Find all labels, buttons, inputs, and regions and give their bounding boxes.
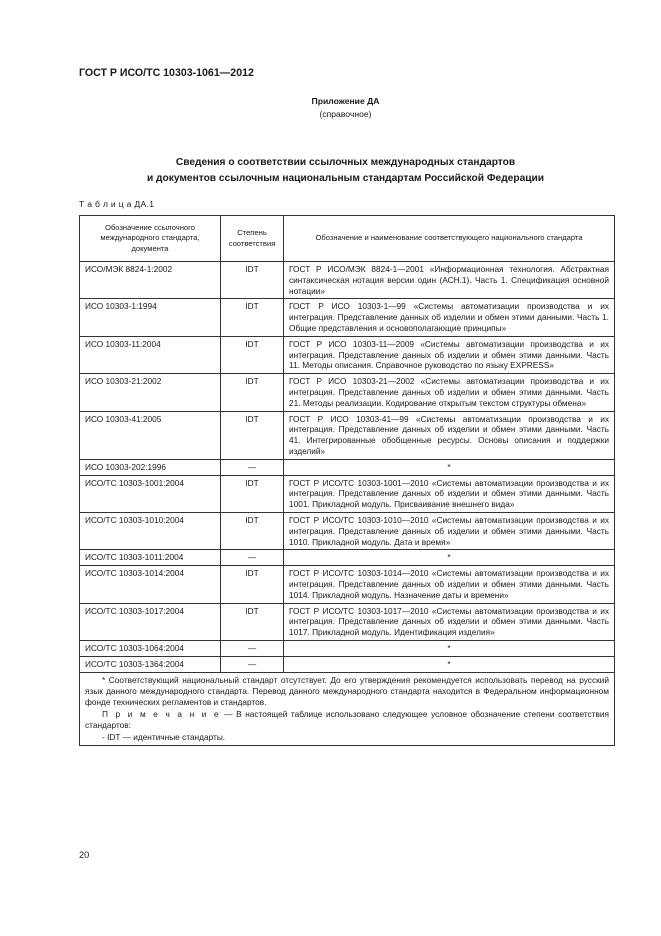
cell-national-standard: ГОСТ Р ИСО/ТС 10303-1001—2010 «Системы автоматизации производства и их интеграция. Представление данных об изделии и обмен этими данными. Часть 1001. Прикладной модуль. Присваивание внешнего вида»: [284, 475, 615, 512]
page-number: 20: [79, 850, 90, 860]
annex-title: Приложение ДА: [311, 96, 380, 106]
table-row: [80, 299, 615, 336]
annex-subtitle: (справочное): [319, 109, 372, 119]
table-row: [80, 374, 615, 411]
cell-reference: ИСО/ТС 10303-1014:2004: [80, 566, 221, 603]
cell-national-standard: ГОСТ Р ИСО 10303-21—2002 «Системы автоматизации производства и их интеграция. Представление данных об изделии и обмен этими данными. Часть 21. Методы реализации. Кодирование открытым текстом структуры обмена»: [284, 374, 615, 411]
page-header: ГОСТ Р ИСО/ТС 10303-1061—2012: [79, 67, 254, 79]
cell-national-standard: ГОСТ Р ИСО 10303-41—99 «Системы автоматизации производства и их интеграция. Представление данных об изделии и обмен этими данными. Часть 41. Интегрированные обобщенные ресурсы. Основы описания и поддержки изделий»: [284, 411, 615, 459]
table-row: [80, 512, 615, 549]
cell-degree: —: [221, 656, 284, 672]
cell-national-standard: ГОСТ Р ИСО/МЭК 8824-1—2001 «Информационная технология. Абстрактная синтаксическая нотация версии один (АСН.1). Часть 1. Спецификация основной нотации»: [284, 262, 615, 299]
cell-reference: ИСО 10303-11:2004: [80, 336, 221, 373]
cell-reference: ИСО 10303-21:2002: [80, 374, 221, 411]
cell-national-standard: ГОСТ Р ИСО/ТС 10303-1010—2010 «Системы автоматизации производства и их интеграция. Представление данных об изделии и обмен этими данными. Часть 1010. Прикладной модуль. Дата и время»: [284, 512, 615, 549]
table-row: [80, 336, 615, 373]
table-row: [80, 262, 615, 299]
note-text: — В настоящей таблице использовано следующее условное обозначение степени соответствия стандартов:: [85, 708, 610, 731]
cell-reference: ИСО/ТС 10303-1011:2004: [80, 550, 221, 566]
cell-national-standard: ГОСТ Р ИСО 10303-11—2009 «Системы автоматизации производства и их интеграция. Представление данных об изделии и обмен этими данными. Часть 11. Методы описания. Справочное руководство по языку EXPRESS»: [284, 336, 615, 373]
cell-degree: IDT: [221, 566, 284, 603]
note-paragraph: [85, 709, 609, 732]
standards-table: [79, 215, 615, 746]
table-body: [80, 262, 615, 673]
table-row: [80, 566, 615, 603]
cell-reference: ИСО 10303-202:1996: [80, 459, 221, 475]
table-row: [80, 411, 615, 459]
header-reference: Обозначение ссылочного международного стандарта, документа: [80, 216, 221, 262]
cell-national-standard: ГОСТ Р ИСО/ТС 10303-1017—2010 «Системы автоматизации производства и их интеграция. Представление данных об изделии и обмен этими данными. Часть 1017. Прикладной модуль. Идентификация изделия»: [284, 603, 615, 640]
table-row: [80, 459, 615, 475]
cell-degree: —: [221, 640, 284, 656]
document-title: [0, 155, 661, 187]
cell-reference: ИСО/ТС 10303-1010:2004: [80, 512, 221, 549]
cell-national-standard: *: [284, 550, 615, 566]
cell-reference: ИСО 10303-41:2005: [80, 411, 221, 459]
cell-reference: ИСО/ТС 10303-1001:2004: [80, 475, 221, 512]
cell-national-standard: *: [284, 640, 615, 656]
table-row: [80, 550, 615, 566]
table-row: [80, 603, 615, 640]
cell-degree: —: [221, 550, 284, 566]
cell-reference: ИСО/МЭК 8824-1:2002: [80, 262, 221, 299]
cell-national-standard: *: [284, 656, 615, 672]
note-label: П р и м е ч а н и е: [102, 708, 221, 719]
cell-reference: ИСО/ТС 10303-1017:2004: [80, 603, 221, 640]
table-row: [80, 640, 615, 656]
cell-reference: ИСО/ТС 10303-1064:2004: [80, 640, 221, 656]
document-title-line-2: и документов ссылочным национальным стандартам Российской Федерации: [146, 173, 545, 184]
table-row: [80, 656, 615, 672]
header-national-standard: Обозначение и наименование соответствующего национального стандарта: [284, 216, 615, 262]
table-footnote-cell: [80, 672, 615, 745]
cell-reference: ИСО/ТС 10303-1364:2004: [80, 656, 221, 672]
cell-reference: ИСО 10303-1:1994: [80, 299, 221, 336]
cell-degree: IDT: [221, 411, 284, 459]
cell-degree: IDT: [221, 262, 284, 299]
table-header-row: [80, 216, 615, 262]
cell-national-standard: ГОСТ Р ИСО 10303-1—99 «Системы автоматизации производства и их интеграция. Представление данных об изделии и обмен этими данными. Часть 1. Общие представления и основополагающие принципы»: [284, 299, 615, 336]
cell-degree: IDT: [221, 299, 284, 336]
table-caption: Т а б л и ц а ДА.1: [79, 199, 155, 209]
cell-national-standard: ГОСТ Р ИСО/ТС 10303-1014—2010 «Системы автоматизации производства и их интеграция. Представление данных об изделии и обмен этими данными. Часть 1014. Прикладной модуль. Назначение даты и времени»: [284, 566, 615, 603]
annex-heading: [0, 95, 661, 121]
footnote-text: * Соответствующий национальный стандарт отсутствует. До его утверждения рекомендуется использовать перевод на русский язык данного международного стандарта. Перевод данного международного стандарта находится в Федеральном информационном фонде технических регламентов и стандартов.: [85, 674, 609, 708]
cell-degree: IDT: [221, 512, 284, 549]
cell-degree: IDT: [221, 336, 284, 373]
document-title-line-1: Сведения о соответствии ссылочных международных стандартов: [175, 157, 516, 168]
table-footnote-row: [80, 672, 615, 745]
cell-national-standard: *: [284, 459, 615, 475]
cell-degree: IDT: [221, 475, 284, 512]
cell-degree: IDT: [221, 374, 284, 411]
table-row: [80, 475, 615, 512]
cell-degree: —: [221, 459, 284, 475]
cell-degree: IDT: [221, 603, 284, 640]
header-degree: Степень соответствия: [221, 216, 284, 262]
note-item: - IDT — идентичные стандарты.: [102, 731, 226, 742]
